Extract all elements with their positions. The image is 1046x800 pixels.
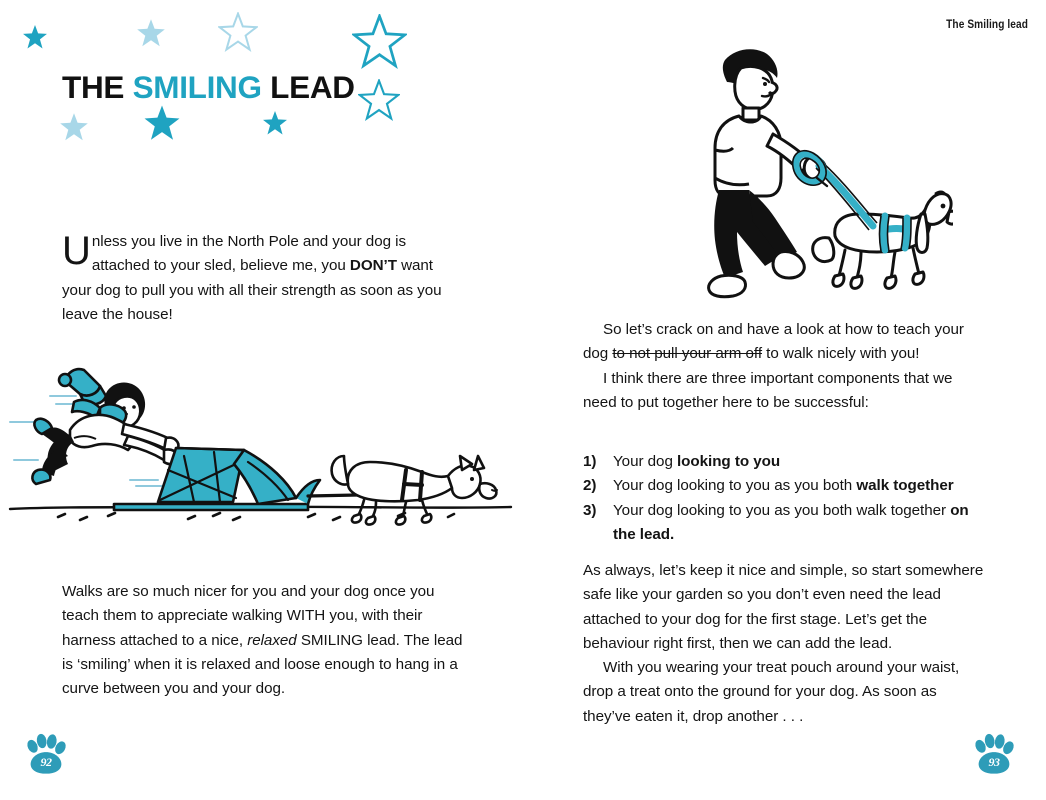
- title-part-1: THE: [62, 69, 133, 106]
- rp1-seg-2: to walk nicely with you!: [762, 345, 920, 363]
- list-item-plain-1: Your dog looking to you as you both walk together: [613, 501, 951, 519]
- intro-paragraph: [62, 230, 462, 327]
- walks-segment-1: Walks are so much nicer for you and your dog once you teach them to appreciate walking WITH you, with their harness attached to a nice,: [62, 583, 435, 649]
- title-part-2: SMILING: [132, 69, 262, 106]
- right-paragraph-1: [583, 318, 987, 367]
- intro-rest: want your dog to pull you with all their strength as soon as you leave the house!: [62, 257, 442, 323]
- paw-icon: [22, 730, 70, 778]
- star-icon: [352, 14, 407, 69]
- list-item-bold: walk together: [856, 477, 954, 495]
- right-paragraph-2: I think there are three important components that we need to put together here to be successful:: [583, 369, 953, 411]
- list-item-bold: looking to you: [677, 453, 781, 470]
- right-paragraph-4: With you wearing your treat pouch around your waist, drop a treat onto the ground for your dog. As soon as they’ve eaten it, drop another . . .: [583, 659, 960, 725]
- list-item-number: 1): [583, 453, 597, 470]
- walks-paragraph: [62, 580, 470, 701]
- star-icon: [358, 79, 400, 121]
- page-number-right-value: 93: [988, 755, 1000, 769]
- star-icon: [22, 24, 48, 50]
- walks-italic-relaxed: relaxed: [247, 631, 297, 649]
- list-item-plain-1: Your dog: [613, 453, 678, 470]
- components-list: [583, 450, 987, 547]
- right-paragraph-group-2: [583, 559, 987, 729]
- star-icon: [218, 12, 258, 52]
- page-title: [62, 69, 355, 106]
- intro-bold-dont: DON’T: [349, 257, 397, 275]
- intro-line-a: nless you live in the North Pole and your dog is: [91, 233, 407, 250]
- page-number-left: [22, 730, 70, 778]
- page-number-left-value: 92: [40, 755, 52, 769]
- illustration-man-walking-dog: [663, 38, 953, 303]
- list-item: [583, 499, 987, 548]
- list-item-number: 2): [583, 477, 597, 495]
- list-item: [583, 450, 987, 474]
- star-icon: [143, 104, 181, 142]
- list-item-plain-1: Your dog looking to you as you both: [613, 477, 857, 495]
- drop-cap: U: [62, 229, 91, 273]
- list-item: [583, 474, 987, 498]
- right-paragraph-3: As always, let’s keep it nice and simple, so start somewhere safe like your garden so you don’t even need the lead attached to your dog for the first stage. Let’s get the behaviour right first, then we can add the lead.: [583, 562, 984, 652]
- running-header: The Smiling lead: [946, 19, 1028, 31]
- rp1-strikethrough: to not pull your arm off: [612, 345, 762, 363]
- star-icon: [136, 18, 166, 48]
- title-part-3: LEAD: [261, 69, 355, 106]
- star-icon: [59, 112, 89, 142]
- walks-segment-2: SMILING lead. The lead is ‘smiling’ when it is relaxed and loose enough to hang in a curve between you and your dog.: [62, 631, 463, 698]
- list-item-bold: on the lead.: [613, 501, 969, 543]
- paw-icon: [970, 730, 1018, 778]
- list-item-number: 3): [583, 501, 597, 519]
- rp1-seg-1: So let’s crack on and have a look at how to teach your dog: [583, 321, 964, 363]
- page-number-right: [970, 730, 1018, 778]
- intro-line-b: attached to your sled, believe me, you: [91, 257, 350, 275]
- chapter-title-block: [0, 0, 523, 185]
- illustration-sled-dog: [8, 352, 513, 537]
- star-icon: [262, 110, 288, 136]
- right-paragraph-group-1: [583, 318, 987, 415]
- right-page: [523, 0, 1046, 800]
